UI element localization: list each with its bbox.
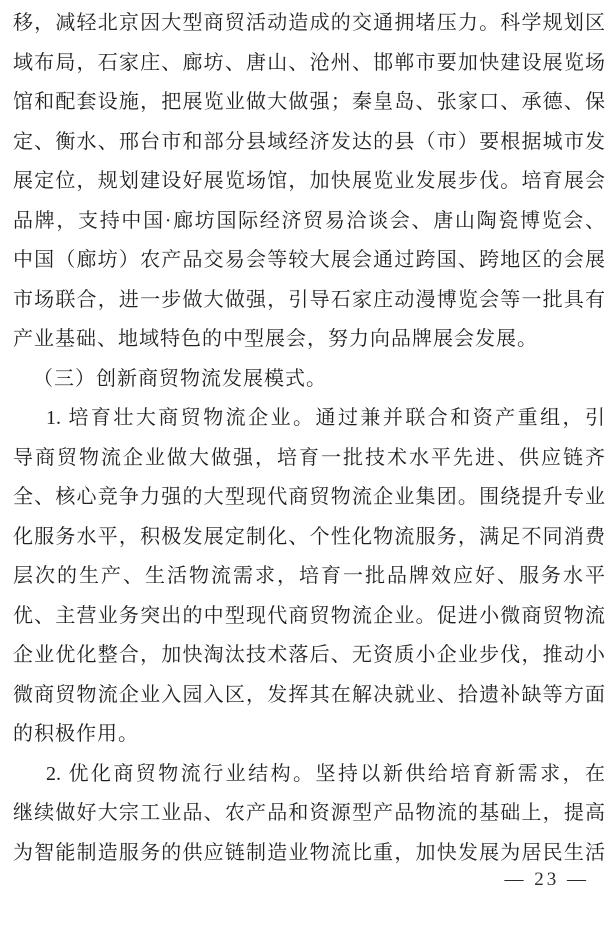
text-line: 优、主营业务突出的中型现代商贸物流企业。促进小微商贸物流 [13,604,605,627]
page-number: — 23 — [504,869,589,890]
text-line: 的积极作用。 [13,723,139,745]
section-heading: （三）创新商贸物流发展模式。 [33,367,327,390]
text-line: 产业基础、地域特色的中型展会，努力向品牌展会发展。 [13,328,538,350]
text-line: 市场联合，进一步做大做强，引导石家庄动漫博览会等一批具有 [13,288,605,311]
text-line: 企业优化整合，加快淘汰技术落后、无资质小企业步伐，推动小 [13,644,605,666]
text-line: 定、衡水、邢台市和部分县域经济发达的县（市）要根据城市发 [13,130,605,153]
text-line: 移，减轻北京因大型商贸活动造成的交通拥堵压力。科学规划区 [13,12,605,34]
text-line: 为智能制造服务的供应链制造业物流比重，加快发展为居民生活 [13,841,605,864]
text-line: 中国（廊坊）农产品交易会等较大展会通过跨国、跨地区的会展 [13,249,605,271]
text-line: 展定位，规划建设好展览场馆，加快展览业发展步伐。培育展会 [13,170,605,192]
text-line: 导商贸物流企业做大做强，培育一批技术水平先进、供应链齐 [13,446,605,469]
text-line: 全、核心竞争力强的大型现代商贸物流企业集团。围绕提升专业 [13,486,605,508]
text-line: 品牌，支持中国·廊坊国际经济贸易洽谈会、唐山陶瓷博览会、 [13,209,605,232]
text-line: 微商贸物流企业入园入区，发挥其在解决就业、拾遗补缺等方面 [13,683,605,706]
text-line: 1. 培育壮大商贸物流企业。通过兼并联合和资产重组，引 [46,407,605,429]
text-line: 馆和配套设施，把展览业做大做强；秦皇岛、张家口、承德、保 [13,91,605,113]
text-line: 2. 优化商贸物流行业结构。坚持以新供给培育新需求，在 [46,762,605,785]
text-line: 域布局，石家庄、廊坊、唐山、沧州、邯郸市要加快建设展览场 [13,51,605,74]
text-line: 层次的生产、生活物流需求，培育一批品牌效应好、服务水平 [13,565,605,587]
text-line: 化服务水平，积极发展定制化、个性化物流服务，满足不同消费 [13,525,605,548]
document-body [13,4,605,873]
text-line: 继续做好大宗工业品、农产品和资源型产品物流的基础上，提高 [13,802,605,824]
